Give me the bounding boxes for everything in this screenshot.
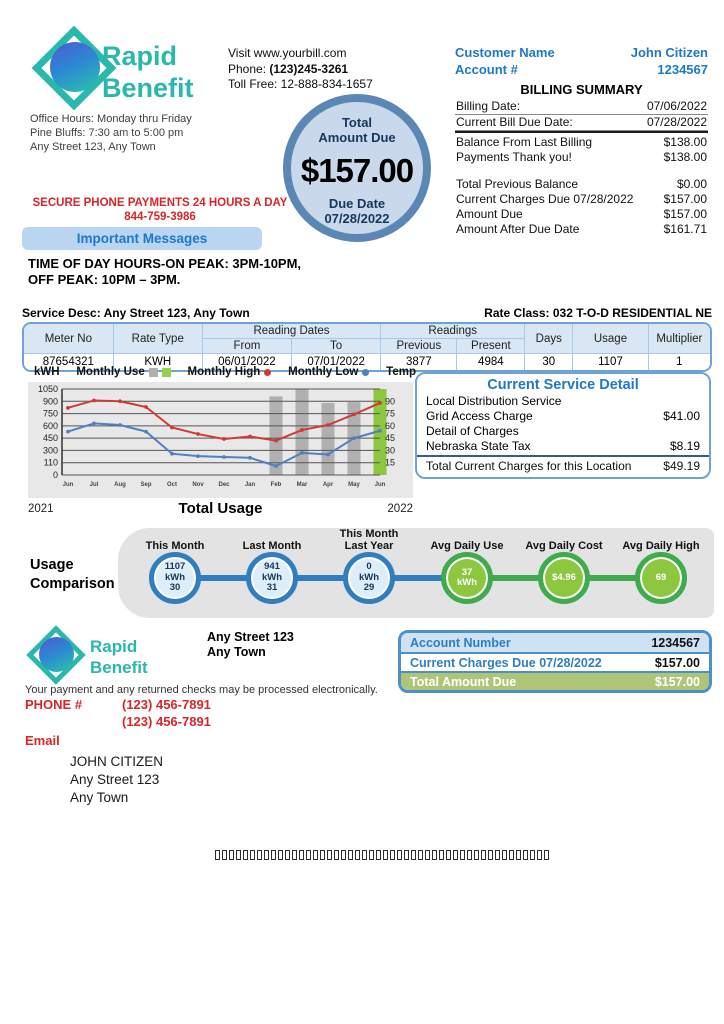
col-reading-dates: Reading Dates — [202, 324, 380, 339]
scanline-box — [523, 850, 528, 860]
scanline-box — [271, 850, 276, 860]
uc-item-circle: 941 kWh 31 — [246, 552, 298, 604]
cell-meter-no: 87654321 — [24, 354, 113, 371]
mailing-line2: Any Town — [70, 790, 129, 805]
csd-row — [426, 409, 700, 424]
csd-total-value: $49.19 — [663, 459, 700, 473]
billing-row-value: $161.71 — [663, 222, 707, 236]
electronic-processing-note: Your payment and any returned checks may be processed electronically. — [25, 684, 378, 696]
csd-row-label: Nebraska State Tax — [426, 439, 531, 453]
csd-row-label: Detail of Charges — [426, 424, 519, 438]
svg-text:Aug: Aug — [114, 482, 126, 488]
billing-row-label: Amount After Due Date — [456, 222, 580, 236]
chart-legend — [34, 366, 416, 378]
phone-number: (123)245-3261 — [269, 61, 349, 76]
uc-item-title: Avg Daily Cost — [525, 540, 603, 552]
billing-row — [455, 222, 708, 237]
scanline-box — [474, 850, 479, 860]
uc-item — [609, 526, 713, 604]
legend-monthly-high — [188, 366, 272, 378]
globe-icon — [50, 42, 100, 92]
globe-icon — [39, 637, 74, 672]
csd-row-label: Grid Access Charge — [426, 409, 533, 423]
billing-row-value: $157.00 — [663, 207, 707, 221]
billing-row — [455, 177, 708, 192]
scanline-box — [460, 850, 465, 860]
badge-due — [291, 196, 423, 226]
badge-title — [291, 115, 423, 145]
scanline-box — [425, 850, 430, 860]
billing-summary-panel — [455, 44, 708, 237]
remit-address-line2: Any Town — [207, 645, 266, 659]
billing-row — [455, 207, 708, 222]
office-hours-line: Pine Bluffs: 7:30 am to 5:00 pm — [30, 127, 184, 139]
billing-row — [455, 192, 708, 207]
uc-label-line2: Comparison — [30, 576, 115, 592]
remit-address-line1: Any Street 123 — [207, 630, 294, 644]
uc-item — [123, 526, 227, 604]
svg-text:300: 300 — [42, 445, 58, 456]
account-box-value: 1234567 — [651, 635, 700, 650]
billing-dates-rows — [455, 99, 708, 133]
scanline-box — [516, 850, 521, 860]
uc-item — [512, 526, 616, 604]
uc-item — [415, 526, 519, 604]
billing-row — [455, 115, 708, 131]
tod-line1: TIME OF DAY HOURS-ON PEAK: 3PM-10PM, — [28, 256, 302, 271]
uc-item-title: This Month — [145, 540, 205, 552]
scanline-box — [544, 850, 549, 860]
csd-rows — [417, 394, 709, 454]
uc-item-circle: 37 kWh — [441, 552, 493, 604]
secure-payments-note — [28, 196, 292, 224]
csd-total-row — [417, 455, 709, 474]
phone-number-2: (123) 456-7891 — [122, 714, 211, 729]
cell-to: 07/01/2022 — [292, 354, 381, 371]
brand-line2: Benefit — [102, 73, 194, 103]
badge-due-date: 07/28/2022 — [324, 211, 390, 226]
billing-row-value: $138.00 — [663, 150, 707, 164]
scanline-box — [397, 850, 402, 860]
uc-item-circle: $4.96 — [538, 552, 590, 604]
col-present: Present — [457, 339, 525, 354]
billing-row-label: Amount Due — [456, 207, 523, 221]
scanline-box — [530, 850, 535, 860]
scanline-box — [404, 850, 409, 860]
badge-due-label: Due Date — [328, 196, 386, 211]
uc-item-circle: 1107 kWh 30 — [149, 552, 201, 604]
scanline-box — [243, 850, 248, 860]
chart-svg — [28, 382, 413, 498]
account-box-label: Total Amount Due — [410, 674, 517, 689]
mailing-name: JOHN CITIZEN — [70, 754, 163, 769]
scanline-box — [537, 850, 542, 860]
uc-item — [220, 526, 324, 604]
account-box-label: Account Number — [410, 635, 511, 650]
usage-temperature-chart — [28, 382, 413, 498]
svg-text:Sep: Sep — [140, 482, 152, 488]
scanline-box — [439, 850, 444, 860]
csd-title: Current Service Detail — [487, 377, 639, 393]
scanline-box — [320, 850, 325, 860]
secure-phone-number: 844-759-3986 — [124, 211, 196, 223]
svg-text:750: 750 — [42, 408, 58, 419]
rate-class: Rate Class: 032 T-O-D RESIDENTIAL NE — [484, 306, 712, 320]
svg-text:Nov: Nov — [192, 482, 204, 488]
cell-multiplier: 1 — [648, 354, 710, 371]
scanline-box — [362, 850, 367, 860]
account-box-label: Current Charges Due 07/28/2022 — [410, 655, 602, 670]
csd-total-label: Total Current Charges for this Location — [426, 459, 632, 473]
time-of-day-message — [28, 256, 301, 288]
legend-monthly-low-label: Monthly Low — [288, 366, 359, 378]
scanline-box — [285, 850, 290, 860]
billing-row — [455, 150, 708, 165]
phone-number-1: (123) 456-7891 — [122, 697, 211, 712]
axis-label-kwh: kWH — [34, 366, 60, 378]
scanline-box — [278, 850, 283, 860]
scanline-box — [502, 850, 507, 860]
usage-comparison-label — [30, 556, 115, 594]
red-dot-icon — [264, 369, 271, 376]
svg-text:75: 75 — [385, 408, 396, 419]
svg-text:600: 600 — [42, 420, 58, 431]
badge-title-line1: Total — [341, 115, 373, 130]
scanline-box — [467, 850, 472, 860]
phone-label: PHONE # — [25, 697, 83, 712]
scanline-box — [355, 850, 360, 860]
total-amount-due-badge — [283, 94, 431, 242]
brand-name-small — [90, 636, 148, 678]
legend-monthly-use-label: Monthly Use — [76, 366, 145, 378]
meter-table — [22, 322, 712, 372]
col-days: Days — [525, 324, 573, 354]
scanline-box — [418, 850, 423, 860]
scanline-box — [292, 850, 297, 860]
scanline-box — [411, 850, 416, 860]
scanline-box — [257, 850, 262, 860]
current-service-detail-box — [415, 372, 711, 479]
year-right: 2022 — [387, 502, 413, 515]
billing-row-value: 07/06/2022 — [646, 99, 707, 113]
account-value: 1234567 — [657, 62, 708, 77]
brand-line1: Rapid — [102, 41, 178, 71]
col-from: From — [202, 339, 291, 354]
cell-previous: 3877 — [381, 354, 457, 371]
scanline-box — [453, 850, 458, 860]
secure-line1: SECURE PHONE PAYMENTS 24 HOURS A DAY — [32, 197, 288, 209]
billing-row-value: $0.00 — [676, 177, 707, 191]
scanline-box — [341, 850, 346, 860]
svg-text:110: 110 — [43, 457, 58, 468]
svg-text:0: 0 — [52, 470, 58, 480]
blue-dot-icon — [362, 369, 369, 376]
badge-amount: $157.00 — [300, 152, 414, 189]
svg-text:Mar: Mar — [296, 482, 308, 488]
billing-row-value: 07/28/2022 — [646, 115, 707, 129]
customer-name-label: Customer Name — [455, 45, 555, 60]
billing-row — [455, 135, 708, 150]
legend-temp-label: Temp — [386, 366, 416, 378]
important-messages-banner: Important Messages — [22, 227, 262, 250]
svg-text:Oct: Oct — [166, 482, 178, 488]
billing-row-label: Billing Date: — [456, 99, 521, 113]
col-previous: Previous — [381, 339, 457, 354]
svg-text:90: 90 — [385, 396, 396, 407]
brand-name — [102, 40, 194, 104]
account-box-row — [401, 652, 709, 671]
phone-label: Phone: — [228, 61, 270, 76]
account-box-value: $157.00 — [654, 655, 700, 670]
account-number-row — [455, 61, 708, 78]
svg-text:60: 60 — [385, 420, 396, 431]
cell-rate-type: KWH — [113, 354, 202, 371]
uc-item-circle: 69 — [635, 552, 687, 604]
billing-balance-rows — [455, 135, 708, 165]
chart-footer — [28, 500, 413, 517]
uc-item-title: Avg Daily Use — [430, 540, 504, 552]
scanline-box — [376, 850, 381, 860]
account-box-row — [401, 633, 709, 652]
year-left: 2021 — [28, 502, 54, 515]
svg-text:Jun: Jun — [374, 482, 386, 488]
account-label: Account # — [455, 62, 518, 77]
scanline-box — [229, 850, 234, 860]
cell-present: 4984 — [457, 354, 525, 371]
legend-monthly-low — [288, 366, 369, 378]
svg-text:30: 30 — [385, 445, 396, 456]
uc-label-line1: Usage — [30, 557, 74, 573]
scanline-box — [481, 850, 486, 860]
legend-monthly-high-label: Monthly High — [187, 366, 261, 378]
uc-item-title: Avg Daily High — [622, 540, 700, 552]
csd-row — [426, 394, 700, 409]
scanline-box — [236, 850, 241, 860]
billing-totals-rows — [455, 177, 708, 237]
scanline-box — [334, 850, 339, 860]
scanline-box — [390, 850, 395, 860]
billing-row-value: $157.00 — [663, 192, 707, 206]
billing-row-label: Total Previous Balance — [456, 177, 579, 191]
phone-line — [228, 62, 373, 78]
billing-summary-title: BILLING SUMMARY — [520, 82, 643, 97]
account-summary-box — [398, 630, 712, 693]
mailing-address — [70, 753, 163, 807]
scanline-box — [488, 850, 493, 860]
tod-line2: OFF PEAK: 10PM – 3PM. — [28, 272, 181, 287]
customer-name-row — [455, 44, 708, 61]
billing-row-label: Current Charges Due 07/28/2022 — [456, 192, 634, 206]
remit-address — [207, 630, 294, 660]
uc-item — [317, 526, 421, 604]
svg-text:45: 45 — [385, 433, 396, 444]
account-box-row — [401, 671, 709, 690]
cell-from: 06/01/2022 — [202, 354, 291, 371]
uc-item-title: Last Month — [242, 540, 302, 552]
service-description-row — [22, 306, 712, 320]
office-hours-line: Any Street 123, Any Town — [30, 141, 156, 153]
svg-text:450: 450 — [42, 433, 58, 444]
office-hours-line: Office Hours: Monday thru Friday — [30, 113, 192, 125]
chart-title: Total Usage — [178, 500, 263, 517]
scanline-box — [264, 850, 269, 860]
brand-line1: Rapid — [90, 637, 138, 656]
account-box-value: $157.00 — [654, 674, 700, 689]
col-usage: Usage — [573, 324, 648, 354]
scanline-box — [313, 850, 318, 860]
svg-text:Dec: Dec — [218, 482, 230, 488]
col-to: To — [292, 339, 381, 354]
uc-item-circle: 0 kWh 29 — [343, 552, 395, 604]
scanline-box — [250, 850, 255, 860]
scanline-box — [327, 850, 332, 860]
badge-title-line2: Amount Due — [318, 130, 396, 145]
svg-text:15: 15 — [385, 457, 396, 468]
scanline-box — [369, 850, 374, 860]
svg-text:Apr: Apr — [322, 482, 334, 488]
scanline-boxes — [215, 850, 549, 860]
billing-row-label: Balance From Last Billing — [456, 135, 593, 149]
contact-info — [228, 46, 373, 93]
tollfree-line: Toll Free: 12-888-834-1657 — [228, 77, 373, 91]
billing-row-label: Current Bill Due Date: — [456, 115, 573, 129]
uc-item-title: This Month Last Year — [339, 528, 399, 552]
billing-row-label: Payments Thank you! — [456, 150, 572, 164]
cell-days: 30 — [525, 354, 573, 371]
svg-text:900: 900 — [42, 396, 58, 407]
scanline-box — [215, 850, 220, 860]
col-meter-no: Meter No — [24, 324, 113, 354]
scanline-box — [348, 850, 353, 860]
green-bar-swatch-icon — [162, 368, 171, 377]
gray-bar-swatch-icon — [149, 368, 158, 377]
legend-monthly-use — [76, 366, 170, 378]
col-rate-type: Rate Type — [113, 324, 202, 354]
email-label: Email — [25, 733, 60, 748]
service-desc: Service Desc: Any Street 123, Any Town — [22, 306, 250, 320]
scanline-box — [383, 850, 388, 860]
scanline-box — [299, 850, 304, 860]
svg-text:1050: 1050 — [37, 384, 58, 394]
scanline-box — [509, 850, 514, 860]
scanline-box — [222, 850, 227, 860]
col-readings: Readings — [381, 324, 525, 339]
svg-text:Feb: Feb — [270, 482, 282, 488]
svg-text:Jan: Jan — [244, 482, 256, 488]
svg-text:Jun: Jun — [62, 482, 74, 488]
col-multiplier: Multiplier — [648, 324, 710, 354]
scanline-box — [495, 850, 500, 860]
csd-row-value: $41.00 — [663, 409, 700, 423]
billing-row-value: $138.00 — [663, 135, 707, 149]
csd-row-value: $8.19 — [669, 439, 700, 453]
website-link[interactable]: Visit www.yourbill.com — [228, 46, 347, 60]
mailing-line1: Any Street 123 — [70, 772, 160, 787]
brand-logo-small — [25, 624, 87, 686]
customer-name-value: John Citizen — [630, 45, 708, 60]
cell-usage: 1107 — [573, 354, 648, 371]
scanline-box — [432, 850, 437, 860]
svg-text:May: May — [348, 482, 360, 488]
scanline-box — [306, 850, 311, 860]
scanline-box — [446, 850, 451, 860]
office-hours — [30, 112, 192, 154]
brand-line2: Benefit — [90, 658, 148, 677]
csd-row — [426, 424, 700, 439]
csd-row — [426, 439, 700, 454]
billing-row — [455, 99, 708, 115]
svg-text:Jul: Jul — [89, 482, 99, 488]
csd-row-label: Local Distribution Service — [426, 394, 562, 408]
